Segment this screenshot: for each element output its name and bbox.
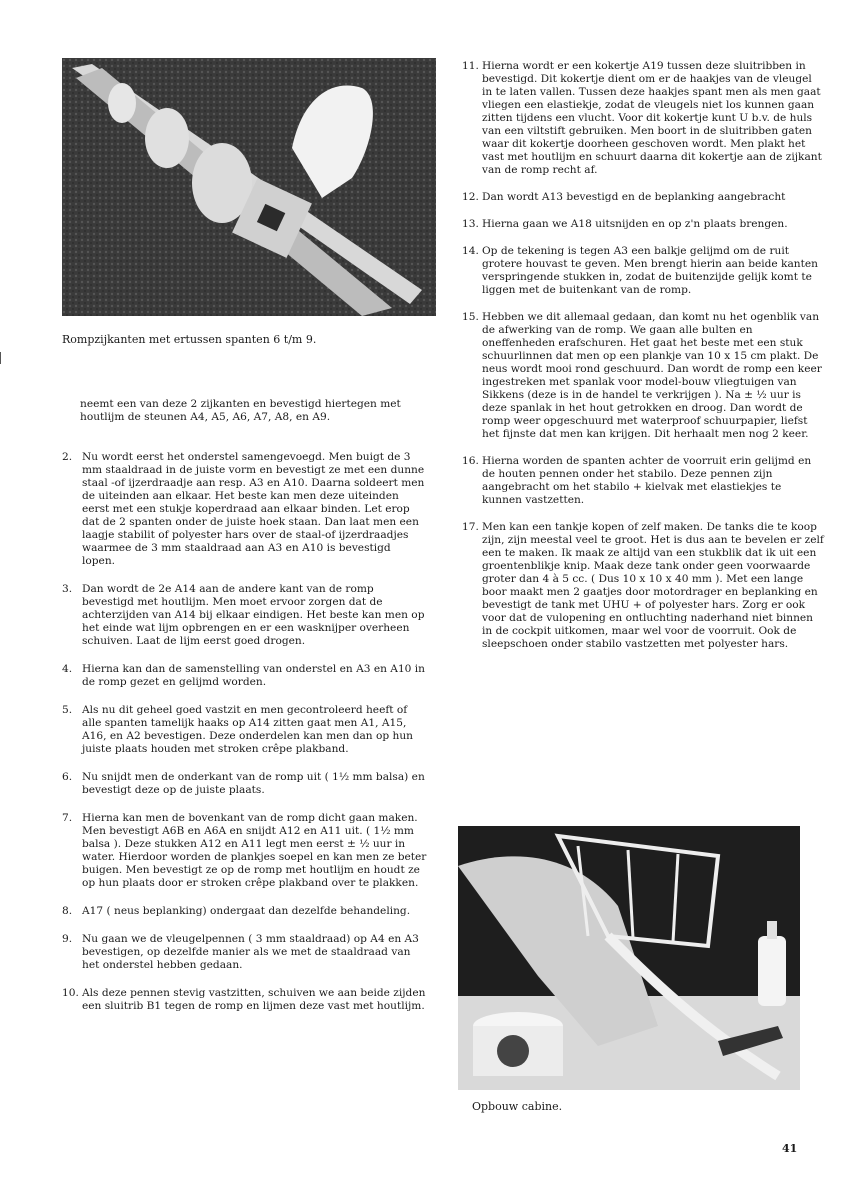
page-number: 41 xyxy=(782,1142,798,1155)
instruction-item xyxy=(62,663,427,689)
instruction-text: Hierna gaan we A18 uitsnijden en op z'n plaats brengen. xyxy=(482,218,788,230)
instruction-text: Men kan een tankje kopen of zelf maken. De tanks die te koop zijn, zijn meestal veel te groot. Het is dus aan te bevelen er zelf een te maken. Ik maak ze altijd van een stukblik dat ik uit een groentenblikje knip. Maak deze tank onder geen voorwaarde groter dan 4 à 5 cc. ( Dus 10 x 10 x 40 mm ). Met een lange boor maakt men 2 gaatjes door motordrager en beplanking en bevestigt de tank met UHU + of polyester hars. Zorg er ook voor dat de vulopening en ontluchting naderhand niet binnen in de cockpit uitkomen, maar wel voor de voorruit. Ook de sleepschoen onder stabilo vastzetten met polyester hars. xyxy=(482,521,824,650)
photo-caption-top: Rompzijkanten met ertussen spanten 6 t/m 9. xyxy=(62,333,317,346)
intro-paragraph: neemt een van deze 2 zijkanten en bevestigd hiertegen met houtlijm de steunen A4, A5, A6, A7, A8, en A9. xyxy=(80,398,401,423)
instruction-text: Als nu dit geheel goed vastzit en men gecontroleerd heeft of alle spanten tamelijk haaks op A14 zitten gaat men A1, A15, A16, en A2 bevestigen. Deze onderdelen kan men dan op hun juiste plaats houden met stroken crêpe plakband. xyxy=(82,704,413,755)
instruction-item xyxy=(462,191,824,204)
instruction-number: 14. xyxy=(462,245,479,257)
instruction-number: 16. xyxy=(462,455,479,467)
photo-caption-bottom: Opbouw cabine. xyxy=(472,1100,563,1113)
instruction-number: 9. xyxy=(62,933,73,945)
instruction-text: Hierna worden de spanten achter de voorruit erin gelijmd en de houten pennen onder het stabilo. Deze pennen zijn aangebracht om het stabilo + kielvak met elastiekjes te kunnen vastzetten. xyxy=(482,455,812,506)
instruction-item xyxy=(62,704,427,756)
instruction-number: 17. xyxy=(462,521,479,533)
instruction-item xyxy=(462,245,824,297)
instruction-number: 10. xyxy=(62,987,79,999)
instruction-list-left xyxy=(62,451,427,1028)
margin-mark xyxy=(0,352,7,364)
instruction-text: Hierna wordt er een kokertje A19 tussen deze sluitribben in bevestigd. Dit kokertje dient om er de haakjes van de vleugel in te laten vallen. Tussen deze haakjes spant men als men gaat vliegen een elastiekje, zodat de vleugels niet los kunnen gaan zitten tijdens een vlucht. Voor dit kokertje kunt U b.v. de huls van een viltstift gebruiken. Men boort in de sluitribben gaten waar dit kokertje doorheen geschoven wordt. Men plakt het vast met houtlijm en schuurt daarna dit kokertje aan de zijkant van de romp recht af. xyxy=(482,60,822,176)
instruction-item xyxy=(62,987,427,1013)
instruction-number: 5. xyxy=(62,704,73,716)
instruction-text: Nu wordt eerst het onderstel samengevoegd. Men buigt de 3 mm staaldraad in de juiste vorm en bevestigt ze met een dunne staal -of ijzerdraadje aan resp. A3 en A10. Daarna soldeert men de uiteinden aan elkaar. Het beste kan men deze uiteinden eerst met een stukje koperdraad aan elkaar binden. Let erop dat de 2 spanten onder de juiste hoek staan. Dan laat men een laagje stabilit of polyester hars over de staal-of ijzerdraadjes waarmee de 3 mm staaldraad aan A3 en A10 is bevestigd lopen. xyxy=(82,451,425,567)
photo-cabin-construction xyxy=(458,826,800,1090)
instruction-item xyxy=(62,583,427,648)
instruction-number: 3. xyxy=(62,583,73,595)
instruction-text: Nu gaan we de vleugelpennen ( 3 mm staaldraad) op A4 en A3 bevestigen, op dezelfde manier als we met de staaldraad van het onderstel hebben gedaan. xyxy=(82,933,419,971)
instruction-number: 11. xyxy=(462,60,479,72)
instruction-number: 8. xyxy=(62,905,73,917)
instruction-text: Dan wordt A13 bevestigd en de beplanking aangebracht xyxy=(482,191,786,203)
instruction-text: Op de tekening is tegen A3 een balkje gelijmd om de ruit grotere houvast te geven. Men brengt hierin aan beide kanten verspringende stukken in, zodat de buitenzijde gelijk komt te liggen met de buitenkant van de romp. xyxy=(482,245,818,296)
instruction-text: Hierna kan dan de samenstelling van onderstel en A3 en A10 in de romp gezet en gelijmd worden. xyxy=(82,663,425,688)
instruction-item xyxy=(62,905,427,918)
instruction-text: A17 ( neus beplanking) ondergaat dan dezelfde behandeling. xyxy=(82,905,411,917)
instruction-item xyxy=(462,218,824,231)
instruction-item xyxy=(462,60,824,177)
instruction-item xyxy=(462,455,824,507)
instruction-number: 6. xyxy=(62,771,73,783)
instruction-text: Dan wordt de 2e A14 aan de andere kant van de romp bevestigd met houtlijm. Men moet ervoor zorgen dat de achterzijden van A14 bij elkaar eindigen. Het beste kan men op het einde wat lijm opbrengen en er een wasknijper overheen schuiven. Laat de lijm eerst goed drogen. xyxy=(82,583,425,647)
instruction-item xyxy=(62,812,427,890)
instruction-number: 13. xyxy=(462,218,479,230)
instruction-item xyxy=(462,311,824,441)
instruction-text: Nu snijdt men de onderkant van de romp uit ( 1½ mm balsa) en bevestigt deze op de juiste plaats. xyxy=(82,771,425,796)
instruction-text: Als deze pennen stevig vastzitten, schuiven we aan beide zijden een sluitrib B1 tegen de romp en lijmen deze vast met houtlijm. xyxy=(82,987,426,1012)
instruction-item xyxy=(62,451,427,568)
photo-fuselage-sides xyxy=(62,58,436,316)
instruction-number: 2. xyxy=(62,451,73,463)
instruction-item xyxy=(62,933,427,972)
instruction-text: Hierna kan men de bovenkant van de romp dicht gaan maken. Men bevestigt A6B en A6A en snijdt A12 en A11 uit. ( 1½ mm balsa ). Deze stukken A12 en A11 legt men eerst ± ½ uur in water. Hierdoor worden de plankjes soepel en kan men ze beter buigen. Men bevestigt ze op de romp met houtlijm en houdt ze op hun plaats door er stroken crêpe plakband over te plakken. xyxy=(82,812,427,889)
instruction-item xyxy=(462,521,824,651)
instruction-text: Hebben we dit allemaal gedaan, dan komt nu het ogenblik van de afwerking van de romp. We gaan alle bulten en oneffenheden erafschuren. Het gaat het beste met een stuk schuurlinnen dat men op een plankje van 10 x 15 cm plakt. De neus wordt mooi rond geschuurd. Dan wordt de romp een keer ingestreken met spanlak voor model-bouw vliegtuigen van Sikkens (deze is in de handel te verkrijgen ). Na ± ½ uur is deze spanlak in het hout getrokken en droog. Dan wordt de romp weer opgeschuurd met waterproof schuurpapier, liefst het fijnste dat men kan krijgen. Dit herhaalt men nog 2 keer. xyxy=(482,311,822,440)
instruction-list-right xyxy=(462,60,824,665)
instruction-number: 4. xyxy=(62,663,73,675)
instruction-number: 7. xyxy=(62,812,73,824)
instruction-item xyxy=(62,771,427,797)
instruction-number: 15. xyxy=(462,311,479,323)
instruction-number: 12. xyxy=(462,191,479,203)
